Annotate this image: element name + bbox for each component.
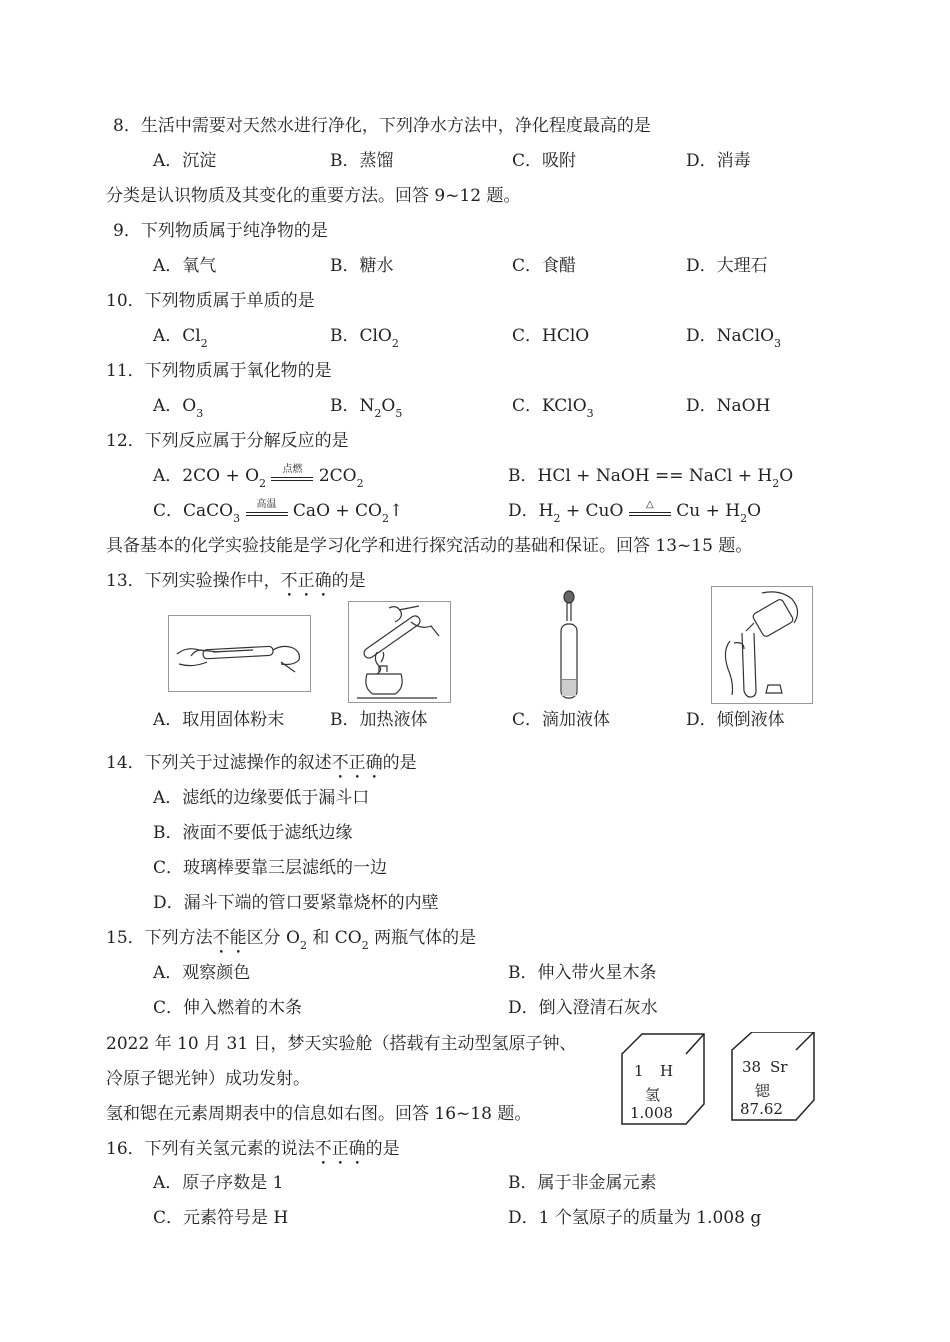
- element-number: 1: [634, 1062, 644, 1080]
- q13-option-b: B．加热液体: [330, 710, 428, 730]
- q8-option-c: C．吸附: [512, 151, 577, 171]
- q9-option-c: C．食醋: [512, 256, 577, 276]
- q11-option-c: C．KClO$_3$: [512, 396, 594, 420]
- q8-option-b: B．蒸馏: [330, 151, 394, 171]
- q16-option-a: A．原子序数是 1: [153, 1173, 284, 1193]
- element-card-strontium: [730, 1032, 816, 1126]
- q15-stem: 15．下列方法不能区分 $O_2$ 和 $CO_2$ 两瓶气体的是: [106, 928, 477, 952]
- q15-option-d: D．倒入澄清石灰水: [508, 998, 658, 1018]
- q10-option-a: A．$Cl_2$: [153, 326, 208, 350]
- q14-option-d: D．漏斗下端的管口要紧靠烧杯的内壁: [153, 893, 439, 913]
- element-symbol: H: [660, 1062, 674, 1080]
- q12-option-d: D．$H_2$ + CuO △ $Cu + H_2O$: [508, 499, 762, 525]
- q11-stem: 11．下列物质属于氧化物的是: [106, 361, 332, 381]
- q10-option-b: B．ClO$_2$: [330, 326, 399, 350]
- q9-option-a: A．氧气: [153, 256, 217, 276]
- figure-pouring-liquid: [711, 586, 813, 704]
- q12-option-c: C．CaCO$_3$ 高温 CaO + $CO_2↑$: [153, 499, 404, 525]
- q10-option-c: C．HClO: [512, 326, 590, 346]
- q16-stem: 16．下列有关氢元素的说法不正确的是: [106, 1139, 400, 1159]
- q13-option-d: D．倾倒液体: [686, 710, 785, 730]
- q12-option-b: B．HCl + NaOH == NaCl + $H_2O$: [508, 466, 794, 490]
- figure-heating-liquid: [348, 601, 451, 703]
- element-mass: 87.62: [740, 1100, 783, 1118]
- condition-arrow: 高温: [246, 503, 288, 516]
- element-symbol: Sr: [770, 1058, 788, 1076]
- q8-stem: 8．生活中需要对天然水进行净化，下列净水方法中，净化程度最高的是: [113, 116, 651, 136]
- q8-option-a: A．沉淀: [153, 151, 217, 171]
- q8-option-d: D．消毒: [686, 151, 751, 171]
- element-number: 38: [742, 1058, 762, 1076]
- q16-option-d: D．1 个氢原子的质量为 1.008 g: [508, 1208, 762, 1228]
- q16-option-b: B．属于非金属元素: [508, 1173, 657, 1193]
- q15-option-b: B．伸入带火星木条: [508, 963, 657, 983]
- intro-16-18-line2: 冷原子锶光钟）成功发射。: [106, 1069, 310, 1089]
- q11-option-a: A．$O_3$: [153, 396, 204, 420]
- intro-16-18-line3: 氢和锶在元素周期表中的信息如右图。回答 16~18 题。: [106, 1104, 532, 1124]
- q11-option-d: D．NaOH: [686, 396, 771, 416]
- q14-stem: 14．下列关于过滤操作的叙述不正确的是: [106, 753, 417, 773]
- q10-stem: 10．下列物质属于单质的是: [106, 291, 315, 311]
- q13-stem: 13．下列实验操作中，不正确的是: [106, 571, 366, 591]
- gas-arrow-icon: ↑: [389, 501, 404, 521]
- element-name: 氢: [645, 1086, 661, 1104]
- figure-solid-powder: [168, 615, 311, 692]
- q9-stem: 9．下列物质属于纯净物的是: [113, 221, 328, 241]
- q13-option-c: C．滴加液体: [512, 710, 611, 730]
- q13-option-a: A．取用固体粉末: [153, 710, 285, 730]
- q9-option-b: B．糖水: [330, 256, 394, 276]
- q12-stem: 12．下列反应属于分解反应的是: [106, 431, 349, 451]
- q14-option-c: C．玻璃棒要靠三层滤纸的一边: [153, 858, 388, 878]
- q9-option-d: D．大理石: [686, 256, 768, 276]
- q14-option-b: B．液面不要低于滤纸边缘: [153, 823, 353, 843]
- q15-option-a: A．观察颜色: [153, 963, 251, 983]
- q10-option-d: D．NaClO$_3$: [686, 326, 782, 350]
- q15-option-c: C．伸入燃着的木条: [153, 998, 303, 1018]
- element-card-hydrogen: [620, 1032, 706, 1126]
- q11-option-b: B．$N_2O_5$: [330, 396, 403, 420]
- intro-16-18-line1: 2022 年 10 月 31 日，梦天实验舱（搭载有主动型氢原子钟、: [106, 1034, 577, 1054]
- condition-arrow: 点燃: [271, 468, 313, 481]
- intro-9-12: 分类是认识物质及其变化的重要方法。回答 9~12 题。: [106, 186, 521, 206]
- q12-option-a: A．$2CO + O_2$ 点燃 $2CO_2$: [153, 464, 364, 490]
- condition-arrow: △: [629, 503, 671, 516]
- element-mass: 1.008: [630, 1104, 673, 1122]
- element-name: 锶: [755, 1082, 771, 1100]
- figure-dropping-liquid: [558, 590, 580, 702]
- q16-option-c: C．元素符号是 H: [153, 1208, 289, 1228]
- intro-13-15: 具备基本的化学实验技能是学习化学和进行探究活动的基础和保证。回答 13~15 题。: [106, 536, 753, 556]
- q14-option-a: A．滤纸的边缘要低于漏斗口: [153, 788, 370, 808]
